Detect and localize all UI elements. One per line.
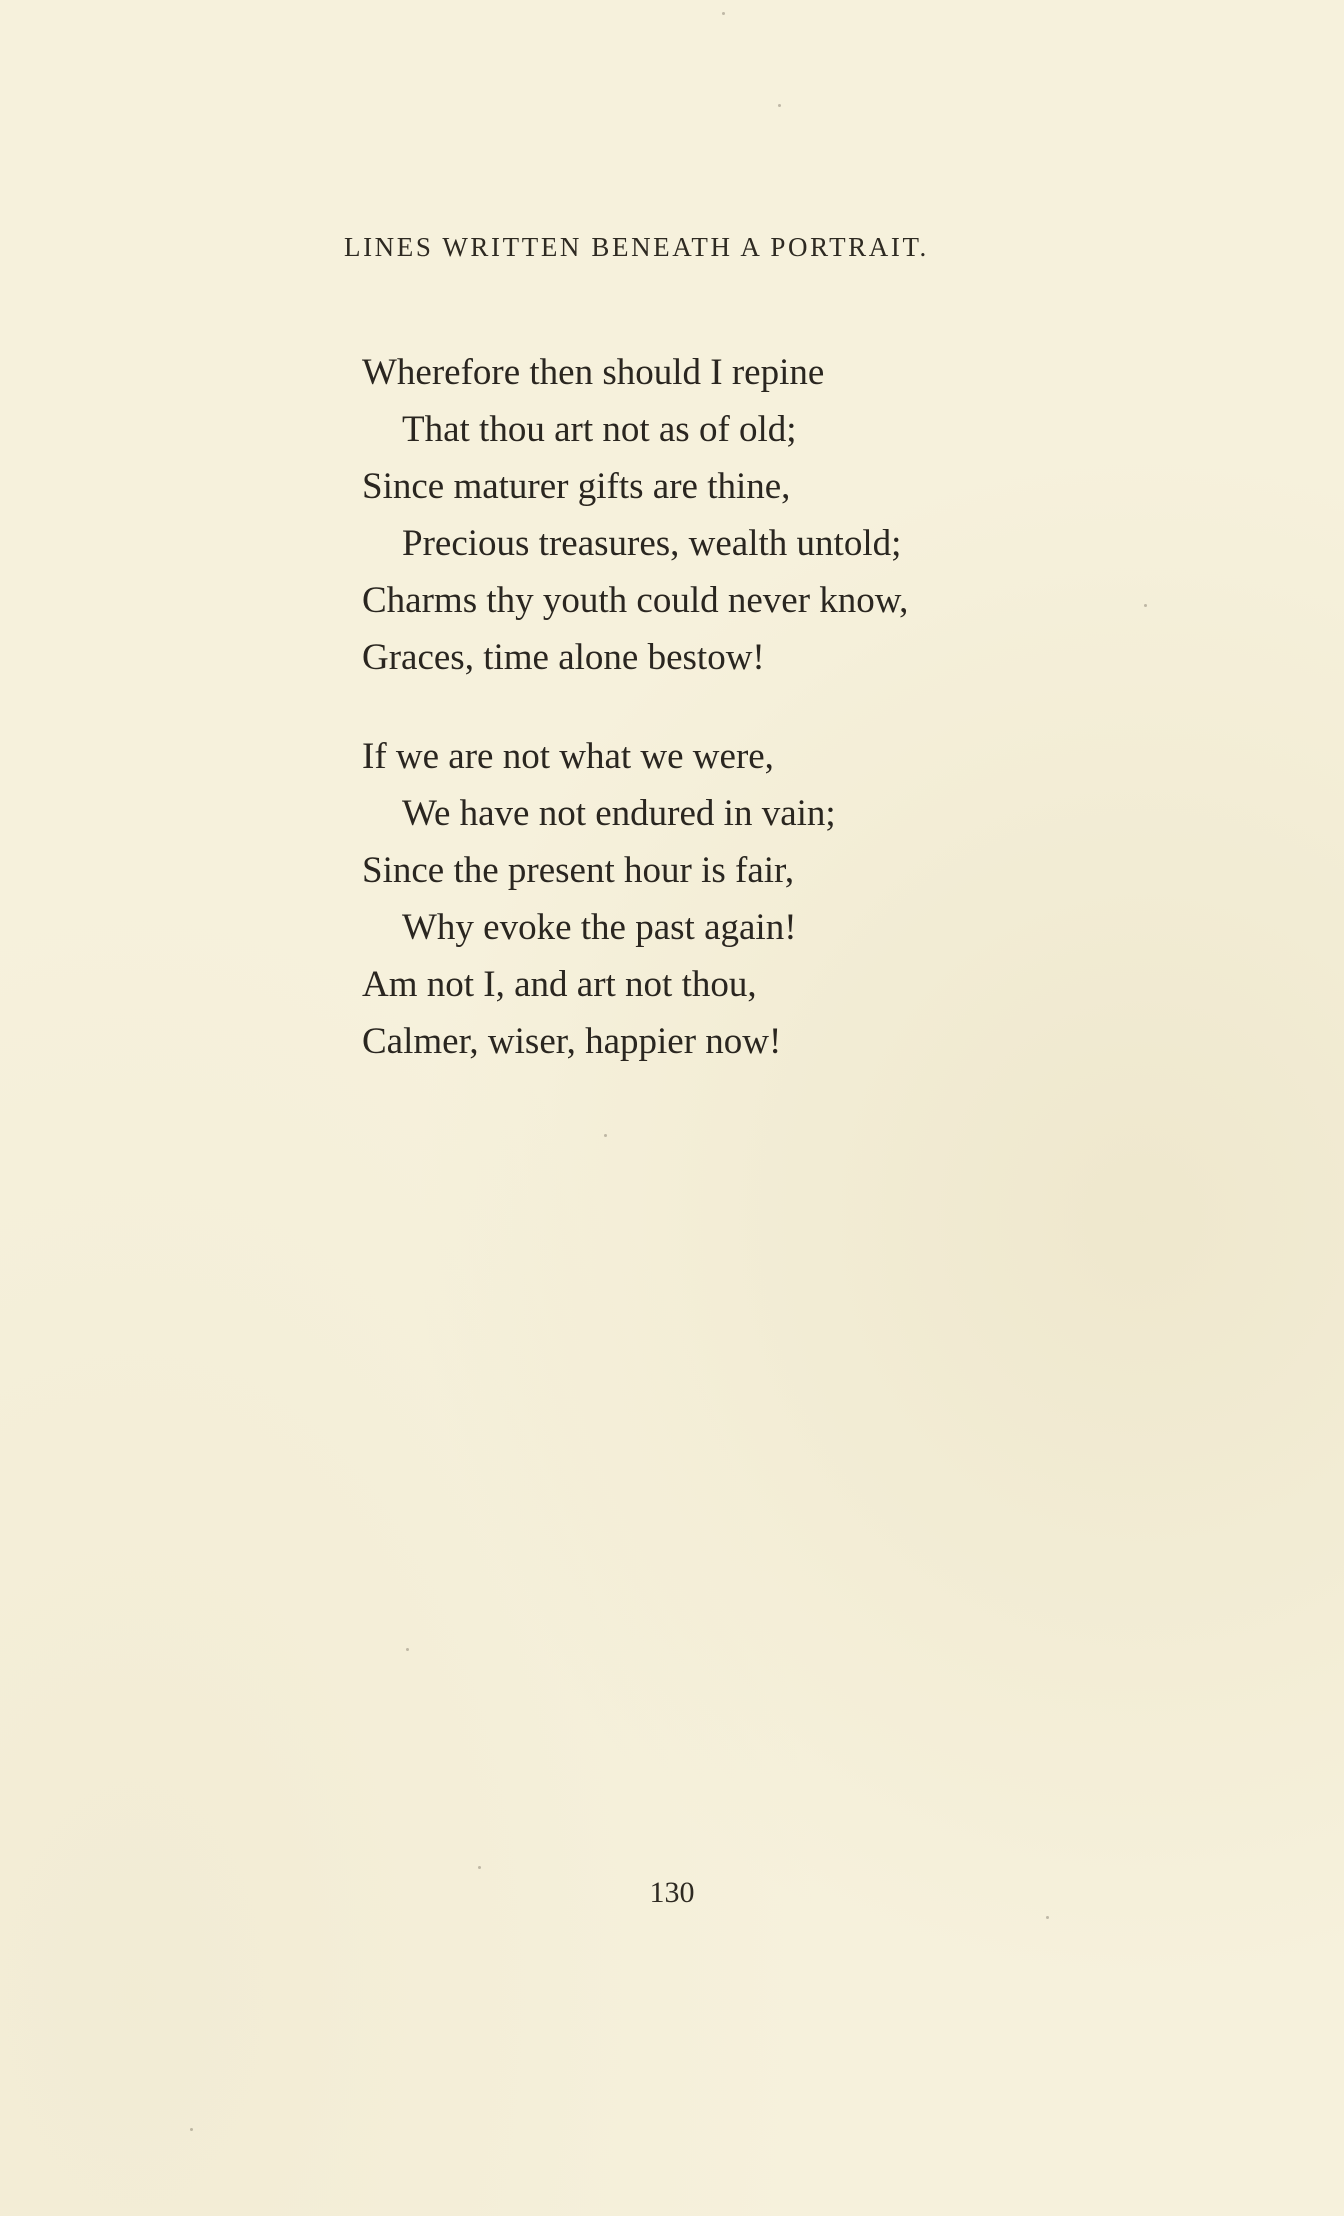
page-number: 130 xyxy=(649,1876,695,1909)
poem-line: We have not endured in vain; xyxy=(402,793,836,834)
poem-line: Wherefore then should I repine xyxy=(362,352,825,393)
paper-speck xyxy=(1144,604,1147,607)
poem-line: Am not I, and art not thou, xyxy=(362,964,757,1005)
paper-speck xyxy=(1046,1916,1049,1919)
paper-speck xyxy=(604,1134,607,1137)
poem-line: Graces, time alone bestow! xyxy=(362,637,765,678)
stanza-2 xyxy=(362,728,1122,1070)
paper-speck xyxy=(406,1648,409,1651)
paper-speck xyxy=(722,12,725,15)
stanza-1 xyxy=(362,344,1122,686)
running-head: LINES WRITTEN BENEATH A PORTRAIT. xyxy=(344,232,929,262)
paper-speck xyxy=(478,1866,481,1869)
poem-line: Calmer, wiser, happier now! xyxy=(362,1021,782,1062)
paper-speck xyxy=(778,104,781,107)
poem-line: That thou art not as of old; xyxy=(402,409,797,450)
poem-line: Why evoke the past again! xyxy=(402,907,797,948)
poem-line: Charms thy youth could never know, xyxy=(362,580,909,621)
paper-speck xyxy=(190,2128,193,2131)
poem-line: If we are not what we were, xyxy=(362,736,774,777)
poem-line: Precious treasures, wealth untold; xyxy=(402,523,902,564)
poem xyxy=(362,344,1122,1112)
poem-line: Since the present hour is fair, xyxy=(362,850,795,891)
poem-line: Since maturer gifts are thine, xyxy=(362,466,791,507)
